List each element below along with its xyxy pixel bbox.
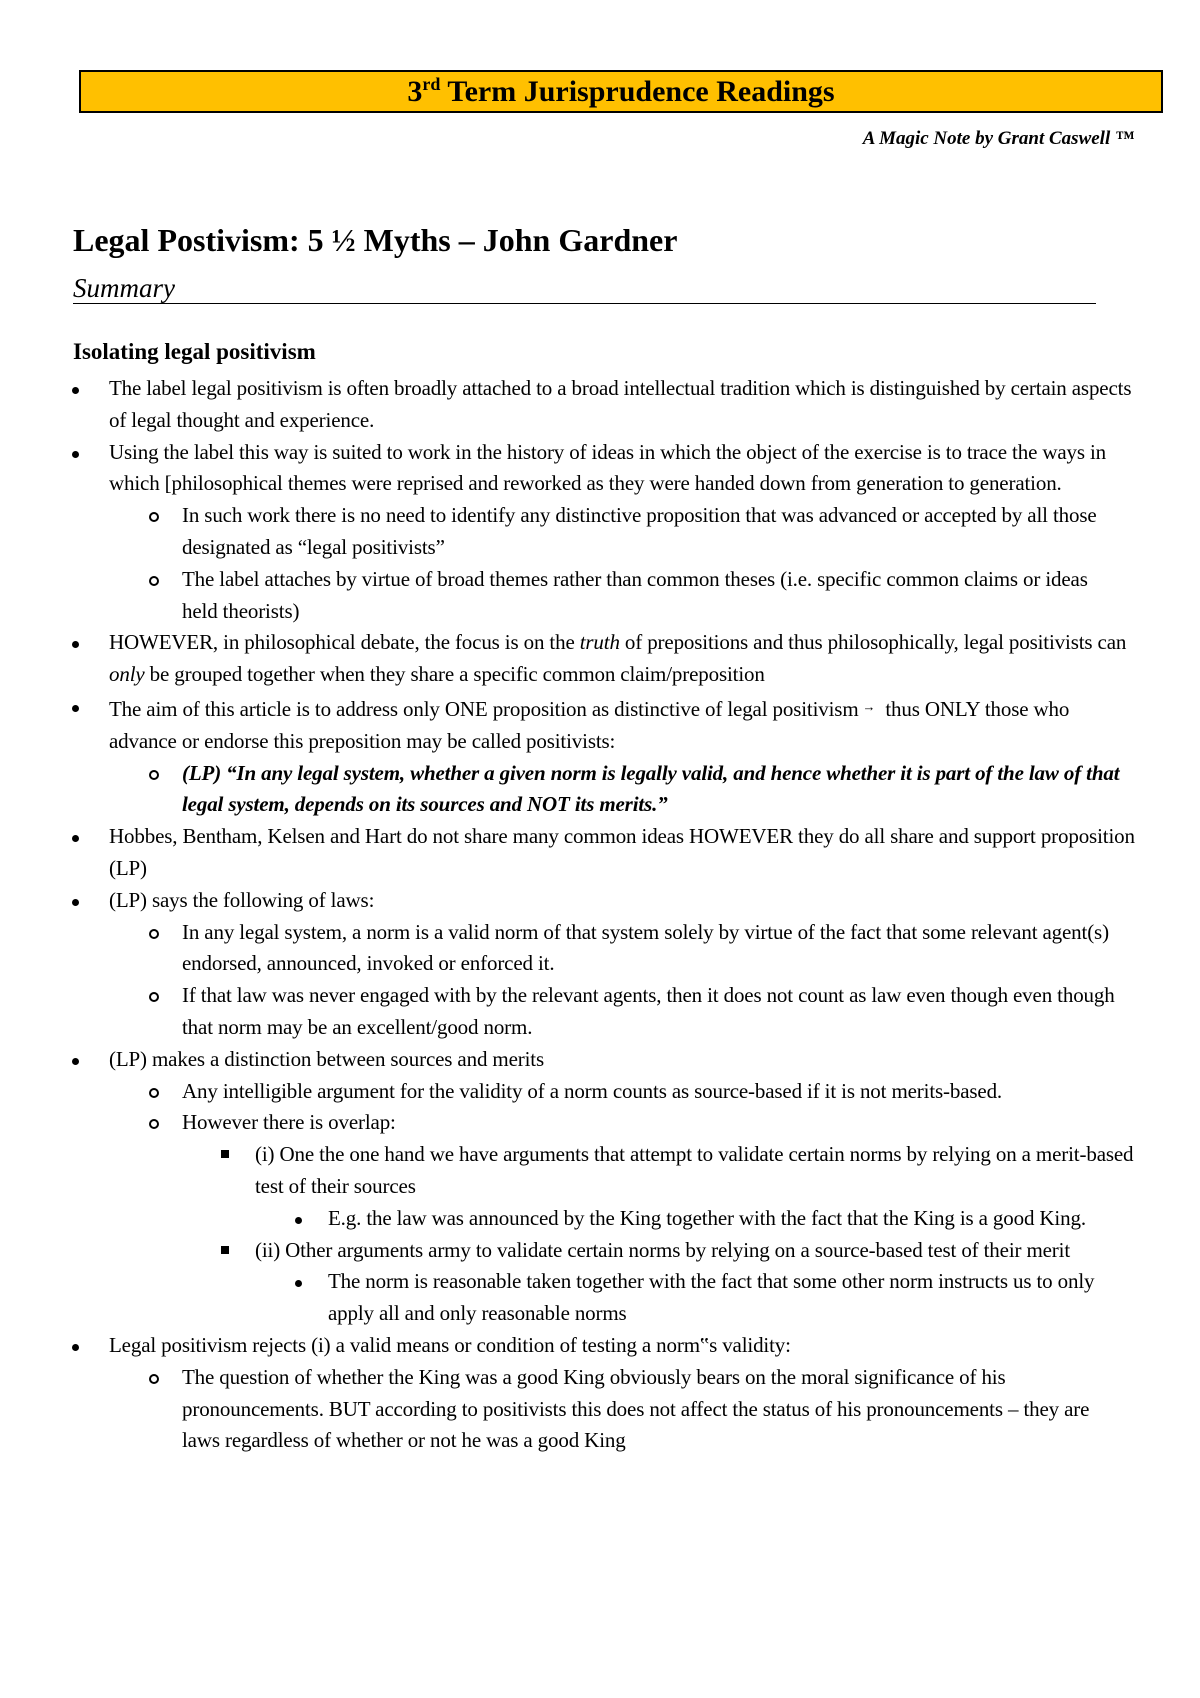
section-heading: Isolating legal positivism: [73, 339, 316, 364]
list-item: [0, 500, 1200, 564]
list-item: [0, 564, 1200, 628]
list-item: [0, 1362, 1200, 1457]
list-item: [0, 917, 1200, 981]
bullet-circle-icon: [149, 929, 159, 939]
bullet-disc-icon: [72, 641, 79, 648]
banner-title-prefix: 3: [407, 75, 423, 108]
list-item: [0, 1107, 1200, 1139]
list-item-text: The question of whether the King was a good King obviously bears on the moral significance of his pronouncements. BUT according to positivists this does not affect the status of his pronouncements – they are laws regardless of whether or not he was a good King: [182, 1364, 1090, 1453]
bullet-square-icon: [221, 1150, 229, 1158]
list-item-text: (i) One the one hand we have arguments that attempt to validate certain norms by relying on a merit-based test of their sources: [255, 1142, 1134, 1198]
bullet-disc-icon: [72, 1058, 79, 1065]
list-item: [0, 691, 1200, 758]
list-item: [0, 437, 1200, 501]
list-item: [0, 1330, 1200, 1362]
list-item-text: (LP) says the following of laws:: [109, 887, 375, 912]
bullet-circle-icon: [149, 1374, 159, 1384]
bullet-disc-icon: [295, 1217, 302, 1224]
bullet-circle-icon: [149, 1088, 159, 1098]
list-item-text: In such work there is no need to identify any distinctive proposition that was advanced or accepted by all those designated as “legal positivists”: [182, 503, 1097, 559]
byline: A Magic Note by Grant Caswell ™: [862, 128, 1134, 149]
list-item-text: (LP) makes a distinction between sources and merits: [109, 1046, 544, 1071]
list-item: [0, 758, 1200, 822]
emphasis-truth: truth: [579, 630, 620, 655]
emphasis-only: only: [109, 662, 145, 687]
list-item-text: Hobbes, Bentham, Kelsen and Hart do not share many common ideas HOWEVER they do all share and support proposition (LP): [109, 824, 1135, 880]
lp-proposition: (LP) “In any legal system, whether a given norm is legally valid, and hence whether it is part of the law of that legal system, depends on its sources and NOT its merits.”: [182, 760, 1120, 817]
list-item-text: The label legal positivism is often broadly attached to a broad intellectual tradition which is distinguished by certain aspects of legal thought and experience.: [109, 376, 1132, 432]
list-item-text: HOWEVER, in philosophical debate, the focus is on the: [109, 630, 580, 655]
list-item-text: The aim of this article is to address only ONE proposition as distinctive of legal positivism: [109, 696, 859, 721]
list-item-text: (ii) Other arguments army to validate certain norms by relying on a source-based test of their merit: [255, 1237, 1071, 1262]
summary-heading: [73, 273, 1096, 304]
list-item: [0, 1266, 1200, 1330]
list-item-text: thus ONLY those who advance or endorse this preposition may be called positivists:: [109, 696, 1070, 753]
arrow-icon: →: [862, 698, 876, 714]
list-item: [0, 1139, 1200, 1203]
bullet-list: [0, 373, 1200, 1457]
list-item-text: Using the label this way is suited to work in the history of ideas in which the object of the exercise is to trace the ways in which [philosophical themes were reprised and reworked as they were handed down from generation to generation.: [109, 439, 1107, 496]
list-item: [0, 1076, 1200, 1108]
bullet-circle-icon: [149, 992, 159, 1002]
bullet-disc-icon: [72, 451, 79, 458]
list-item-text: The label attaches by virtue of broad themes rather than common theses (i.e. specific common claims or ideas held theorists): [182, 566, 1088, 623]
banner-title-rest: Term Jurisprudence Readings: [440, 75, 835, 108]
bullet-disc-icon: [295, 1280, 302, 1287]
list-item-text: Legal positivism rejects (i) a valid means or condition of testing a norm‟s validity:: [109, 1332, 791, 1357]
list-item-text: In any legal system, a norm is a valid norm of that system solely by virtue of the fact that some relevant agent(s) endorsed, announced, invoked or enforced it.: [182, 919, 1109, 976]
bullet-disc-icon: [72, 835, 79, 842]
bullet-disc-icon: [72, 705, 79, 712]
bullet-square-icon: [221, 1246, 229, 1254]
list-item-text: The norm is reasonable taken together with the fact that some other norm instructs us to only apply all and only reasonable norms: [328, 1269, 1095, 1326]
bullet-circle-icon: [149, 1119, 159, 1129]
bullet-circle-icon: [149, 512, 159, 522]
title-banner: [79, 70, 1163, 113]
list-item-text: Any intelligible argument for the validity of a norm counts as source-based if it is not merits-based.: [182, 1078, 1003, 1103]
bullet-circle-icon: [149, 576, 159, 586]
list-item: [0, 821, 1200, 885]
list-item: [0, 373, 1200, 437]
list-item: [0, 1235, 1200, 1267]
list-item-text: be grouped together when they share a specific common claim/preposition: [144, 662, 765, 687]
bullet-disc-icon: [72, 1344, 79, 1351]
summary-label: Summary: [73, 273, 175, 303]
list-item: [0, 1044, 1200, 1076]
document-title: Legal Postivism: 5 ½ Myths – John Gardner: [73, 222, 678, 258]
bullet-disc-icon: [72, 387, 79, 394]
list-item-text: However there is overlap:: [182, 1110, 396, 1135]
list-item: [0, 1203, 1200, 1235]
list-item: [0, 980, 1200, 1044]
list-item-text: of prepositions and thus philosophically, legal positivists can: [619, 630, 1127, 655]
list-item: [0, 885, 1200, 917]
list-item-text: If that law was never engaged with by the relevant agents, then it does not count as law even though even though that norm may be an excellent/good norm.: [182, 983, 1115, 1039]
list-item-text: E.g. the law was announced by the King together with the fact that the King is a good King.: [328, 1205, 1086, 1230]
bullet-disc-icon: [72, 899, 79, 906]
list-item: [0, 627, 1200, 691]
bullet-circle-icon: [149, 770, 159, 780]
banner-title-superscript: rd: [422, 74, 441, 94]
